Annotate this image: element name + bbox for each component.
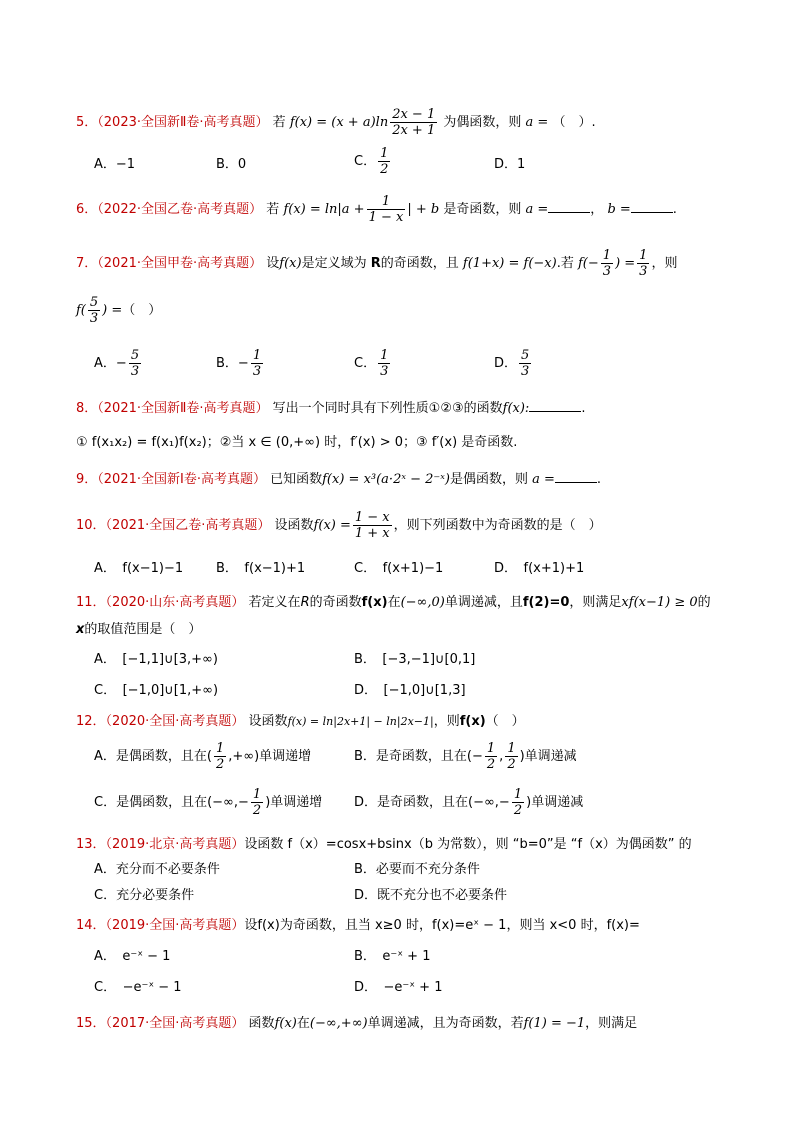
option-d[interactable]: D． $\frac{5}{3}$ xyxy=(494,348,530,379)
fraction: $\frac{2x - 1}{2x + 1}$ xyxy=(392,107,436,138)
option-d[interactable]: D．既不充分也不必要条件 xyxy=(354,888,508,903)
math-expr: f(x) = (x + a)ln xyxy=(289,115,389,130)
stem-text: 若 xyxy=(272,115,286,130)
option-a[interactable]: A．是偶函数，且在( $\frac{1}{2}$ ,+∞)单调递增 xyxy=(94,741,312,772)
option-b[interactable]: B． e⁻ˣ + 1 xyxy=(354,949,431,964)
question-source: （2023·全国新Ⅱ卷·高考真题） xyxy=(97,115,269,130)
question-9: 9．（2021·全国新Ⅰ卷·高考真题） 已知函数f(x) = x³(a·2ˣ − 2⁻ˣ)是偶函数，则 a = . xyxy=(76,472,602,487)
question-7-line2: f( $\frac{5}{3}$ ) =（ ） xyxy=(76,295,162,326)
option-c[interactable]: C．充分必要条件 xyxy=(94,888,195,903)
option-c[interactable]: C． −e⁻ˣ − 1 xyxy=(94,980,182,995)
question-8-line2: ① f(x₁x₂) = f(x₁)f(x₂)；②当 x ∈ (0,+∞) 时，f′(x) > 0；③ f′(x) 是奇函数. xyxy=(76,435,518,450)
option-b[interactable]: B． [−3,−1]∪[0,1] xyxy=(354,652,476,667)
question-number: 9． xyxy=(76,472,98,487)
math-expr: a = xyxy=(525,115,549,130)
question-15: 15．（2017·全国·高考真题） 函数f(x)在(−∞,+∞)单调递减，且为奇函数，若f(1) = −1，则满足 xyxy=(76,1016,638,1031)
option-d[interactable]: D．1 xyxy=(494,157,526,172)
question-8: 8．（2021·全国新Ⅱ卷·高考真题） 写出一个同时具有下列性质①②③的函数f(x): . xyxy=(76,401,586,416)
question-source: （2022·全国乙卷·高考真题） xyxy=(97,202,263,217)
question-source: （2021·全国乙卷·高考真题） xyxy=(105,518,271,533)
question-source: （2020·山东·高考真题） xyxy=(105,595,245,610)
option-a[interactable]: A．充分而不必要条件 xyxy=(94,862,220,877)
question-number: 12． xyxy=(76,714,106,729)
question-10: 10．（2021·全国乙卷·高考真题） 设函数f(x) = $\frac{1 - x}{1 + x}$ ，则下列函数中为奇函数的是（ ） xyxy=(76,510,602,541)
option-d[interactable]: D．是奇函数，且在(−∞,− $\frac{1}{2}$ )单调递减 xyxy=(354,787,584,818)
option-a[interactable]: A． f(x−1)−1 xyxy=(94,561,184,576)
question-12: 12．（2020·全国·高考真题） 设函数f(x) = ln|2x+1| − ln|2x−1|，则f(x)（ ） xyxy=(76,714,525,729)
question-number: 11． xyxy=(76,595,106,610)
question-source: （2020·全国·高考真题） xyxy=(105,714,245,729)
option-d[interactable]: D． f(x+1)+1 xyxy=(494,561,585,576)
question-number: 8． xyxy=(76,401,98,416)
option-c[interactable]: C． $\frac{1}{3}$ xyxy=(354,348,389,379)
option-a[interactable]: A． [−1,1]∪[3,+∞) xyxy=(94,652,218,667)
question-5 xyxy=(76,107,596,138)
question-number: 10． xyxy=(76,518,106,533)
stem-text: 是奇函数，则 xyxy=(443,202,522,217)
option-d[interactable]: D． [−1,0]∪[1,3] xyxy=(354,683,466,698)
question-number: 14． xyxy=(76,918,106,933)
fraction: $\frac{1}{1 - x}$ xyxy=(368,194,404,225)
question-14: 14．（2019·全国·高考真题）设f(x)为奇函数，且当 x≥0 时，f(x)=eˣ − 1，则当 x<0 时，f(x)= xyxy=(76,918,640,933)
option-b[interactable]: B． f(x−1)+1 xyxy=(216,561,306,576)
math-expr: a = xyxy=(525,202,549,217)
question-source: （2019·北京·高考真题） xyxy=(105,837,245,852)
question-number: 13． xyxy=(76,837,106,852)
option-c[interactable]: C． [−1,0]∪[1,+∞) xyxy=(94,683,219,698)
question-11-line2: x的取值范围是（ ） xyxy=(76,622,202,637)
question-source: （2021·全国甲卷·高考真题） xyxy=(97,256,263,271)
option-b[interactable]: B．− $\frac{1}{3}$ xyxy=(216,348,262,379)
question-7: 7．（2021·全国甲卷·高考真题） 设f(x)是定义域为 R的奇函数，且 f(1+x) = f(−x).若 f(− $\frac{1}{3}$ ) = $\frac{1}{3}$ ，则 xyxy=(76,248,678,279)
stem-text: 为偶函数，则 xyxy=(443,115,522,130)
question-source: （2017·全国·高考真题） xyxy=(105,1016,245,1031)
math-expr: | + b xyxy=(407,202,440,217)
answer-blank[interactable] xyxy=(548,212,590,213)
option-b[interactable]: B．是奇函数，且在(− $\frac{1}{2}$ , $\frac{1}{2}$ )单调递减 xyxy=(354,741,577,772)
option-c[interactable]: C． $\frac{1}{2}$ xyxy=(354,146,389,177)
option-a[interactable]: A．− $\frac{5}{3}$ xyxy=(94,348,140,379)
question-number: 6． xyxy=(76,202,98,217)
option-b[interactable]: B．0 xyxy=(216,157,247,172)
answer-blank[interactable] xyxy=(555,482,597,483)
math-expr: f(x) = ln|a + xyxy=(283,202,365,217)
option-c[interactable]: C． f(x+1)−1 xyxy=(354,561,444,576)
question-6: 6．（2022·全国乙卷·高考真题） 若 f(x) = ln|a + $\frac{1}{1 - x}$ | + b 是奇函数，则 a = ， b = . xyxy=(76,194,677,225)
question-13: 13．（2019·北京·高考真题）设函数 f（x）=cosx+bsinx（b 为常数），则 “b=0”是 “f（x）为偶函数” 的 xyxy=(76,837,692,852)
option-c[interactable]: C．是偶函数，且在(−∞,− $\frac{1}{2}$ )单调递增 xyxy=(94,787,323,818)
question-source: （2019·全国·高考真题） xyxy=(105,918,245,933)
real-set-symbol: R xyxy=(370,256,381,271)
stem-text: （ ）. xyxy=(552,115,596,130)
question-source: （2021·全国新Ⅰ卷·高考真题） xyxy=(97,472,266,487)
answer-blank[interactable] xyxy=(631,212,673,213)
question-number: 5． xyxy=(76,115,98,130)
answer-blank[interactable] xyxy=(529,411,581,412)
option-a[interactable]: A． e⁻ˣ − 1 xyxy=(94,949,171,964)
option-a[interactable]: A．−1 xyxy=(94,157,136,172)
question-number: 15． xyxy=(76,1016,106,1031)
question-11: 11．（2020·山东·高考真题） 若定义在R的奇函数f(x)在(−∞,0)单调递减，且f(2)=0，则满足xf(x−1) ≥ 0的 xyxy=(76,595,711,610)
question-number: 7． xyxy=(76,256,98,271)
stem-text: 若 xyxy=(266,202,280,217)
question-source: （2021·全国新Ⅱ卷·高考真题） xyxy=(97,401,269,416)
option-b[interactable]: B．必要而不充分条件 xyxy=(354,862,480,877)
option-d[interactable]: D． −e⁻ˣ + 1 xyxy=(354,980,443,995)
math-expr: b = xyxy=(607,202,631,217)
